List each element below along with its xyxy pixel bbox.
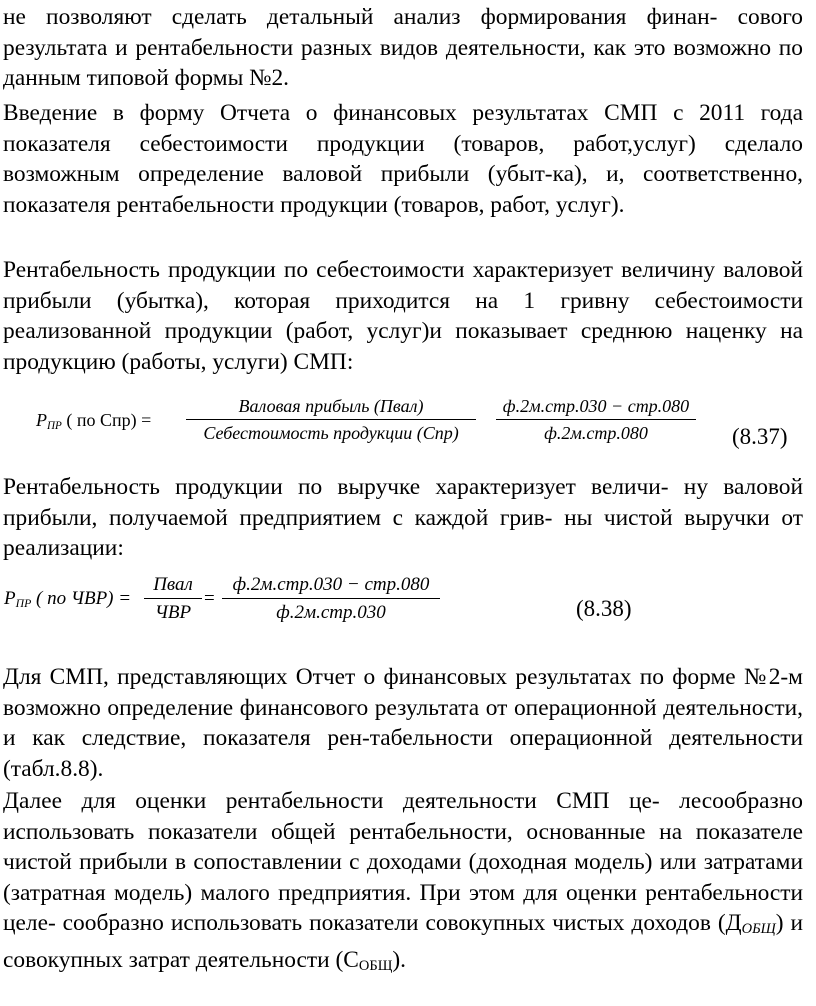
paragraph-3: Рентабельность продукции по себестоимости характеризует величину валовой прибыли (убытка), которая приходится на 1 гривну себестоимости реализованной продукции (работ, услуг)и показывает среднюю наценку на продукцию (работы, услуги) СМП: — [3, 257, 803, 375]
formula-2-fraction-1: Пвал ЧВР — [144, 574, 202, 624]
equation-number-8-37: (8.37) — [732, 424, 788, 449]
paragraph-5: Для СМП, представляющих Отчет о финансовых результатах по форме №2-м возможно определение финансового результата от операционной деятельности, и как следствие, показателя рен-табельности операционной деятельности (табл.8.8). — [3, 664, 803, 782]
formula-2-fraction-2: ф.2м.стр.030 − стр.080 ф.2м.стр.030 — [222, 574, 440, 624]
paragraph-2: Введение в форму Отчета о финансовых результатах СМП с 2011 года показателя себестоимости продукции (товаров, работ,услуг) сделало возможным определение валовой прибыли (убыт-ка), и, соответственно, показателя рентабельности продукции (товаров, работ, услуг). — [3, 100, 803, 218]
paragraph-6: Далее для оценки рентабельности деятельности СМП це- лесообразно использовать показатели общей рентабельности, основанные на показателе чистой прибыли в сопоставлении с доходами (доходная модель) или затратами (затратная модель) малого предприятия. При этом для оценки рентабельности целе- сообразно использовать показатели совокупных чистых доходов $(Д_{ОБЩ})$ и совокупных затрат деятельности $(С_{ОБЩ})$. — [3, 788, 803, 974]
formula-2-lhs: $P_{ПР}$ ( по ЧВР) = — [4, 588, 132, 610]
formula-1-fraction-2: ф.2м.стр.030 − стр.080 ф.2м.стр.080 — [496, 396, 696, 444]
paragraph-1: не позволяют сделать детальный анализ формирования финан- сового результата и рентабельности разных видов деятельности, как это возможно по данным типовой формы №2. — [3, 4, 803, 92]
equation-number-8-38: (8.38) — [576, 596, 632, 621]
formula-2-equals: = — [204, 588, 215, 609]
formula-1-fraction-1: Валовая прибыль (Пвал) Себестоимость продукции (Спр) — [186, 396, 476, 444]
paragraph-4: Рентабельность продукции по выручке характеризует величи- ну валовой прибыли, получаемой предприятием с каждой грив- ны чистой выручки от реализации: — [3, 474, 803, 562]
formula-8-38 — [0, 572, 816, 632]
formula-8-37 — [0, 396, 816, 456]
formula-1-lhs: $P_{ПР}$ ( по Спр) = — [36, 410, 152, 432]
